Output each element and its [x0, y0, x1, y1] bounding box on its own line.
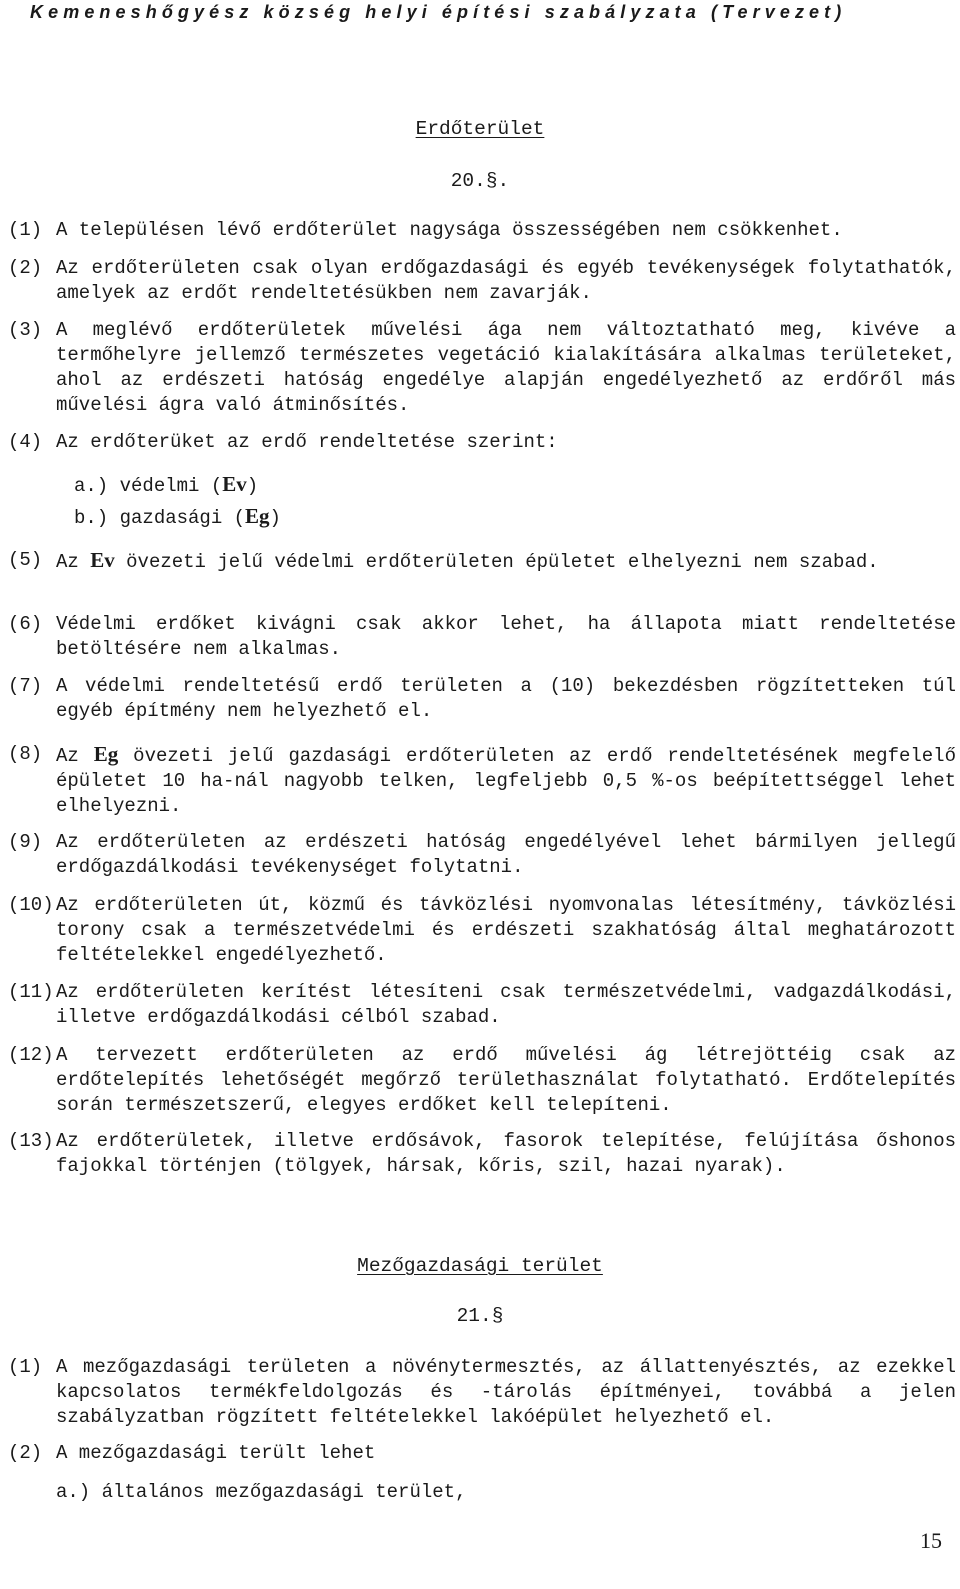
paragraph-text: A mezőgazdasági területen a növénytermesztés, az állattenyésztés, az ezekkel kapcsolatos termékfeldolgozás és -tárolás építményei, továbbá a jelen szabályzatban rögzített feltételekkel lakóépület helyezhető el.	[56, 1356, 956, 1428]
paragraph-text: A mezőgazdasági terült lehet	[56, 1442, 376, 1464]
paragraph	[8, 674, 956, 724]
paragraph	[8, 548, 956, 575]
paragraph	[8, 1043, 956, 1118]
paragraph	[8, 830, 956, 880]
section-title: Erdőterület	[415, 118, 545, 140]
paragraph	[8, 218, 956, 243]
paragraph-text: Az erdőterületen csak olyan erdőgazdasági és egyéb tevékenységek folytathatók, amelyek az erdőt rendeltetésükben nem zavarják.	[56, 257, 956, 304]
paragraph	[8, 612, 956, 662]
paragraph-text: Az Ev övezeti jelű védelmi erdőterületen épületet elhelyezni nem szabad.	[56, 548, 879, 573]
paragraph-text: Az erdőterületek, illetve erdősávok, fasorok telepítése, felújítása őshonos fajokkal történjen (tölgyek, hársak, kőris, szil, hazai nyarak).	[56, 1130, 956, 1177]
list-item: b.) gazdasági (Eg)	[74, 504, 281, 529]
paragraph	[8, 430, 956, 455]
paragraph-number: (4)	[8, 431, 43, 453]
paragraph-number: (8)	[8, 743, 43, 765]
paragraph	[8, 256, 956, 306]
zone-code: Ev	[90, 548, 115, 572]
paragraph-number: (13)	[8, 1130, 54, 1152]
paragraph-number: (7)	[8, 675, 43, 697]
paragraph-number: (9)	[8, 831, 43, 853]
paragraph-number: (3)	[8, 319, 43, 341]
paragraph-number: (10)	[8, 894, 54, 916]
paragraph	[8, 742, 956, 819]
paragraph-number: (6)	[8, 613, 43, 635]
zone-code: Ev	[222, 472, 247, 496]
paragraph	[8, 1441, 956, 1466]
paragraph	[8, 1129, 956, 1179]
paragraph-text: A tervezett erdőterületen az erdő művelési ág létrejöttéig csak az erdőtelepítés lehetőségét megőrző területhasználat folytatható. Erdőtelepítés során természetszerű, elegyes erdőket kell telepíteni.	[56, 1044, 956, 1116]
paragraph-text: A településen lévő erdőterület nagysága összességében nem csökkenhet.	[56, 219, 843, 241]
paragraph-number: (5)	[8, 549, 43, 571]
paragraph-number: (1)	[8, 219, 43, 241]
paragraph	[8, 318, 956, 418]
paragraph-text: A meglévő erdőterületek művelési ága nem változtatható meg, kivéve a termőhelyre jellemző természetes vegetáció kialakítására alkalmas területeket, ahol az erdészeti hatóság engedélye alapján engedélyezhető az erdőről más művelési ágra való átminősítés.	[56, 319, 956, 416]
paragraph-text: Az erdőterületen út, közmű és távközlési nyomvonalas létesítmény, távközlési torony csak a természetvédelmi és erdészeti szakhatóság által meghatározott feltételekkel engedélyezhető.	[56, 894, 956, 966]
paragraph-text: A védelmi rendeltetésű erdő területen a (10) bekezdésben rögzítetteken túl egyéb építmény nem helyezhető el.	[56, 675, 956, 722]
paragraph-number: (1)	[8, 1356, 43, 1378]
paragraph-text: Védelmi erdőket kivágni csak akkor lehet, ha állapota miatt rendeltetése betöltésére nem alkalmas.	[56, 613, 956, 660]
paragraph	[8, 980, 956, 1030]
list-item: a.) védelmi (Ev)	[74, 472, 259, 497]
paragraph-text: Az Eg övezeti jelű gazdasági erdőterületen az erdő rendeltetésének megfelelő épületet 10 ha-nál nagyobb telken, legfeljebb 0,5 %-os beépítettséggel lehet elhelyezni.	[56, 742, 956, 817]
paragraph	[8, 1355, 956, 1430]
section-number: 21.§	[456, 1305, 504, 1327]
section-number: 20.§.	[450, 170, 510, 192]
paragraph-number: (12)	[8, 1044, 54, 1066]
list-item: a.) általános mezőgazdasági terület,	[56, 1481, 467, 1503]
paragraph-number: (2)	[8, 257, 43, 279]
paragraph-text: Az erdőterületen az erdészeti hatóság engedélyével lehet bármilyen jellegű erdőgazdálkodási tevékenységet folytatni.	[56, 831, 956, 878]
paragraph	[8, 893, 956, 968]
paragraph-text: Az erdőterüket az erdő rendeltetése szerint:	[56, 431, 558, 453]
zone-code: Eg	[93, 742, 119, 766]
zone-code: Eg	[245, 504, 270, 528]
page-number: 15	[920, 1528, 942, 1553]
paragraph-number: (11)	[8, 981, 54, 1003]
paragraph-text: Az erdőterületen kerítést létesíteni csak természetvédelmi, vadgazdálkodási, illetve erdőgazdálkodási célból szabad.	[56, 981, 956, 1028]
section-title: Mezőgazdasági terület	[357, 1255, 603, 1277]
paragraph-number: (2)	[8, 1442, 43, 1464]
document-header: Kemeneshőgyész község helyi építési szabályzata (Tervezet)	[30, 2, 847, 22]
